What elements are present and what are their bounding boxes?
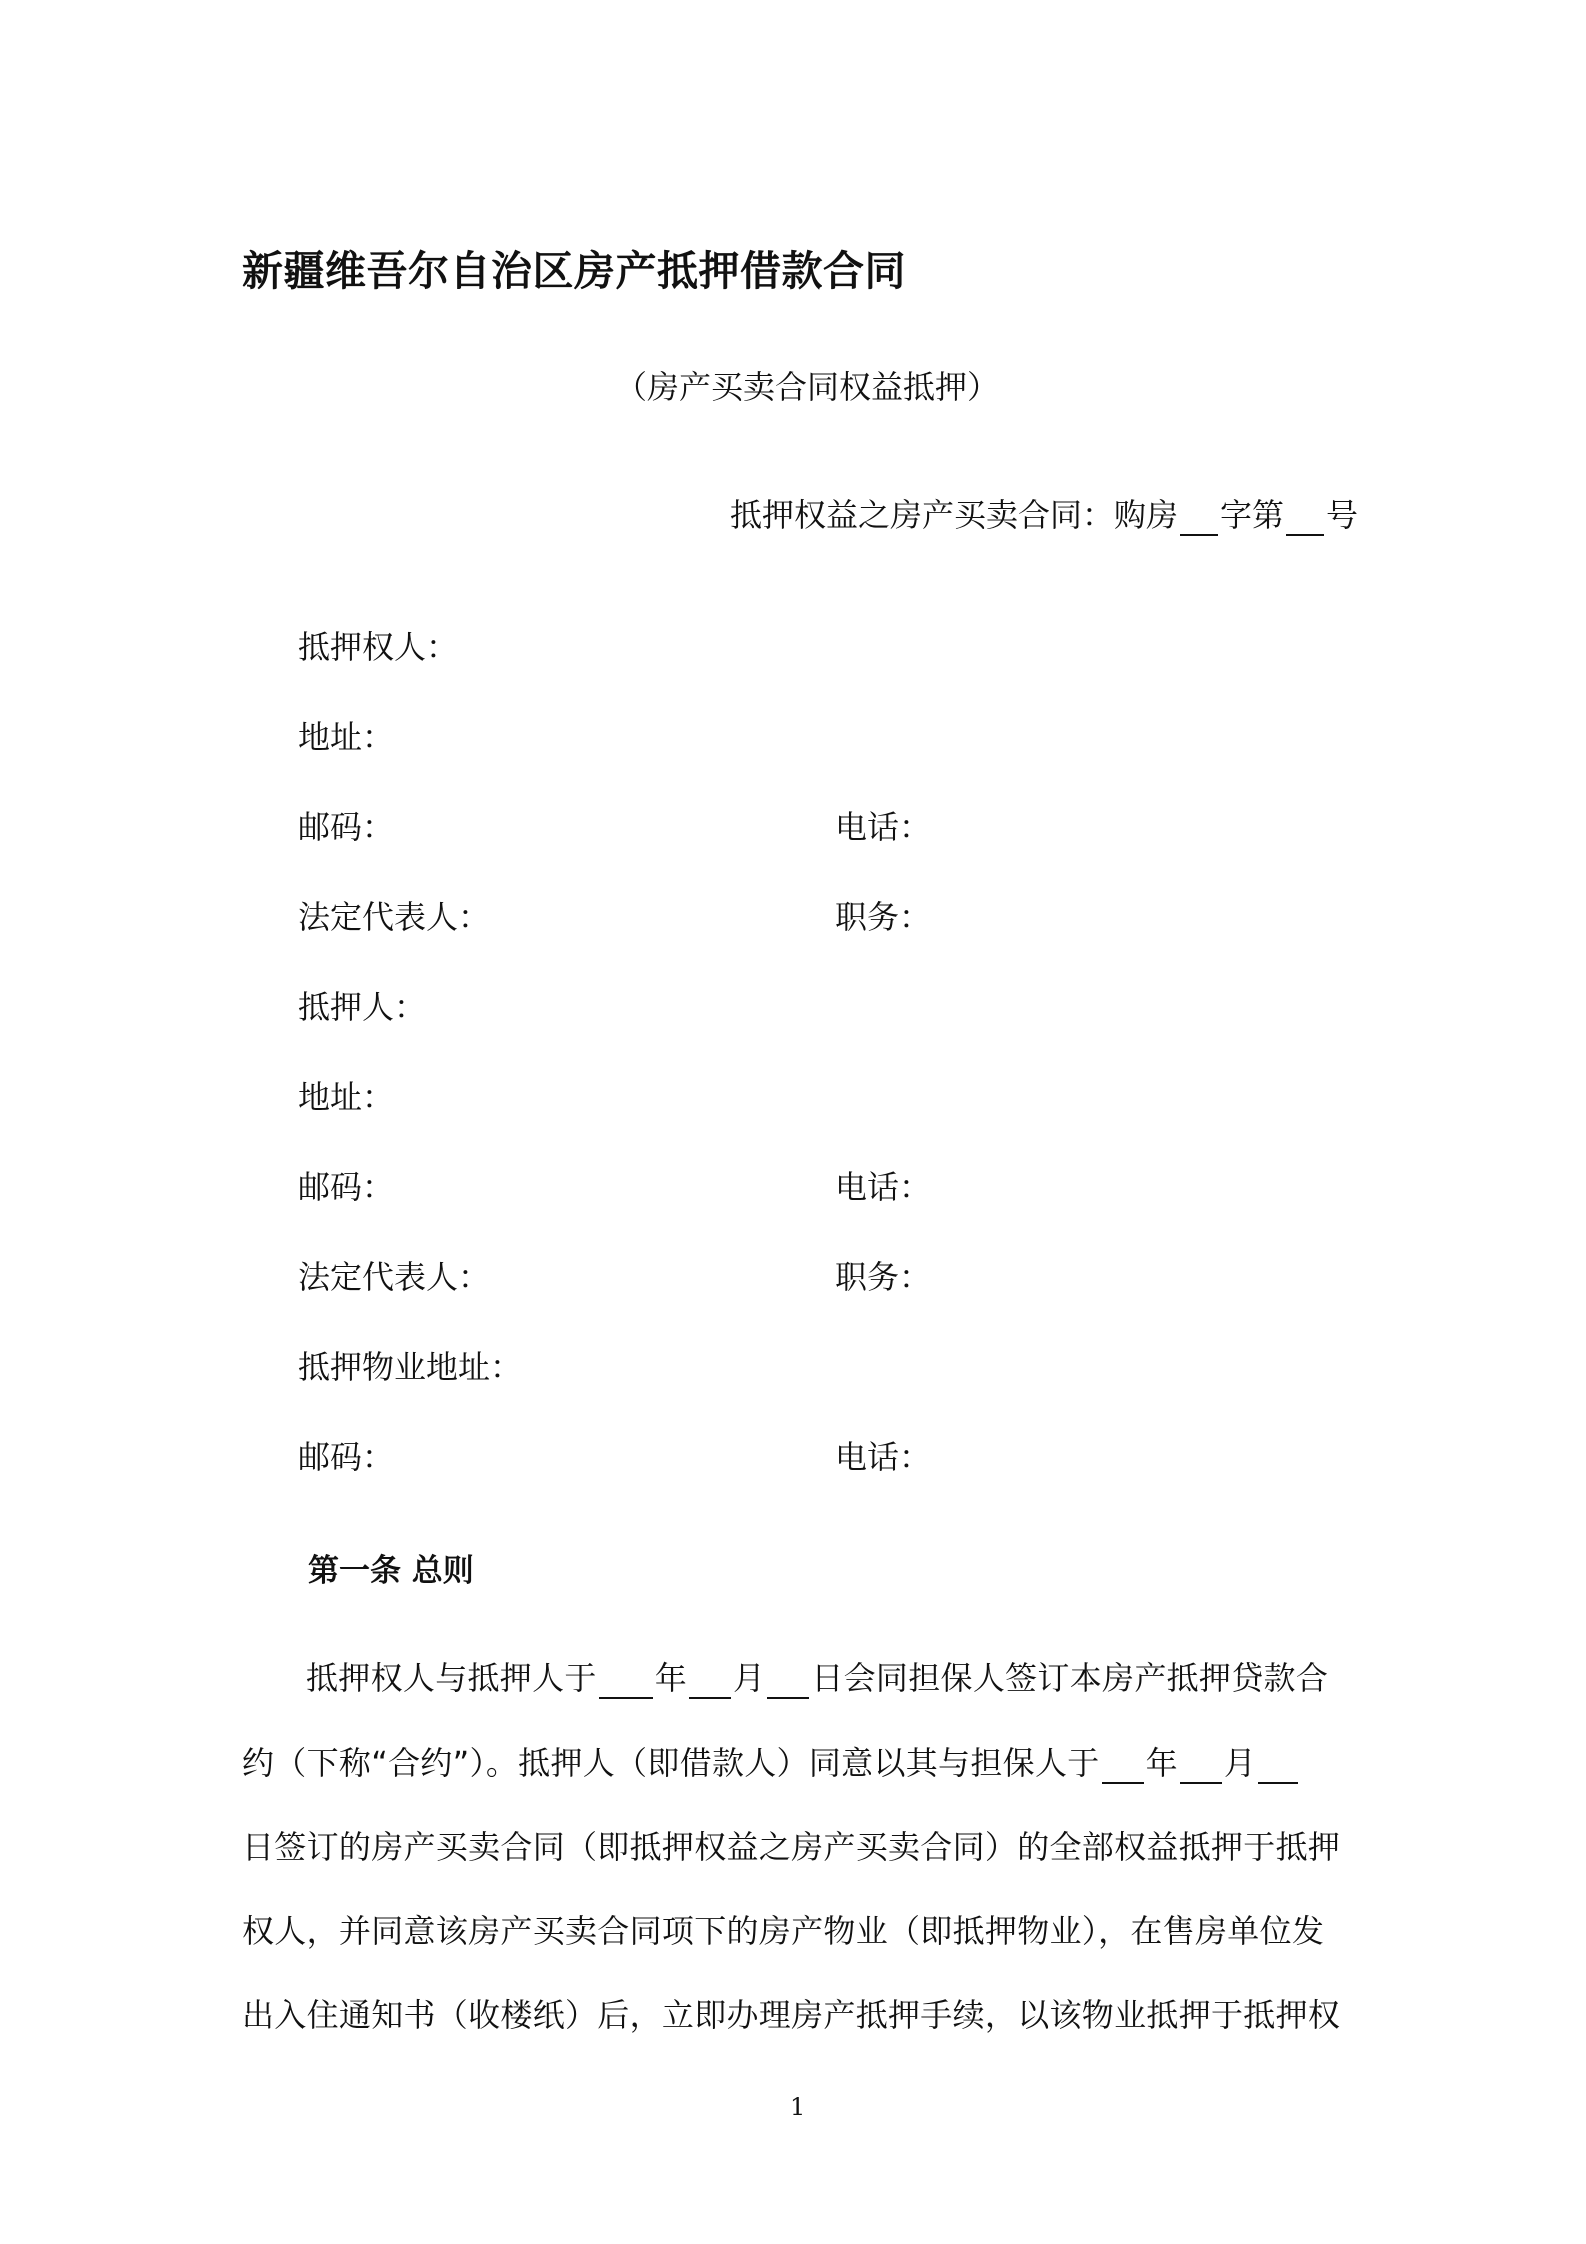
section-heading-general: 第一条 总则 [308,1553,474,1589]
mortgagor-postcode-label: 邮码： [298,1168,395,1206]
para-text: 抵押权人与抵押人于 [306,1659,597,1697]
mortgagee-postcode-label: 邮码： [298,808,395,846]
mortgagee-position-label: 职务： [835,898,932,936]
reference-prefix: 抵押权益之房产买卖合同：购房 [730,496,1179,534]
property-phone-label: 电话： [835,1438,932,1476]
reference-blank-1 [1180,498,1218,536]
para-text: 日会同担保人签订本房产抵押贷款合 [811,1659,1329,1697]
document-title: 新疆维吾尔自治区房产抵押借款合同 [242,247,906,295]
mortgagee-phone-label: 电话： [835,808,932,846]
contract-reference-line [730,490,1358,536]
document-subtitle: （房产买卖合同权益抵押） [615,368,1000,406]
para-text: 年 [654,1659,688,1697]
mortgagee-label: 抵押权人： [298,628,459,666]
para-text: 年 [1145,1744,1178,1782]
para-text: 月 [733,1659,766,1697]
blank-month [1180,1746,1222,1784]
blank-year [1102,1746,1144,1784]
mortgagor-legal-rep-label: 法定代表人： [298,1258,491,1296]
mortgagor-label: 抵押人： [298,988,427,1026]
blank-day [767,1661,809,1699]
paragraph-line-4: 权人，并同意该房产买卖合同项下的房产物业（即抵押物业），在售房单位发 [242,1912,1325,1950]
mortgagor-phone-label: 电话： [835,1168,932,1206]
mortgagee-address-label: 地址： [298,718,395,756]
blank-month [689,1661,731,1699]
reference-suffix: 号 [1326,496,1359,534]
paragraph-line-5: 出入住通知书（收楼纸）后，立即办理房产抵押手续，以该物业抵押于抵押权 [242,1996,1341,2034]
paragraph-line-3: 日签订的房产买卖合同（即抵押权益之房产买卖合同）的全部权益抵押于抵押 [242,1828,1341,1866]
paragraph-line-2 [242,1738,1300,1784]
blank-year [599,1661,653,1699]
reference-middle: 字第 [1220,496,1285,534]
property-postcode-label: 邮码： [298,1438,395,1476]
property-address-label: 抵押物业地址： [298,1348,523,1386]
page-number: 1 [790,2093,806,2121]
mortgagee-legal-rep-label: 法定代表人： [298,898,491,936]
reference-blank-2 [1286,498,1324,536]
mortgagor-position-label: 职务： [835,1258,932,1296]
paragraph-line-1 [306,1653,1328,1699]
mortgagor-address-label: 地址： [298,1078,395,1116]
para-text: 约（下称“合约”）。抵押人（即借款人）同意以其与担保人于 [242,1744,1100,1782]
para-text: 月 [1223,1744,1257,1782]
blank-day [1258,1746,1298,1784]
